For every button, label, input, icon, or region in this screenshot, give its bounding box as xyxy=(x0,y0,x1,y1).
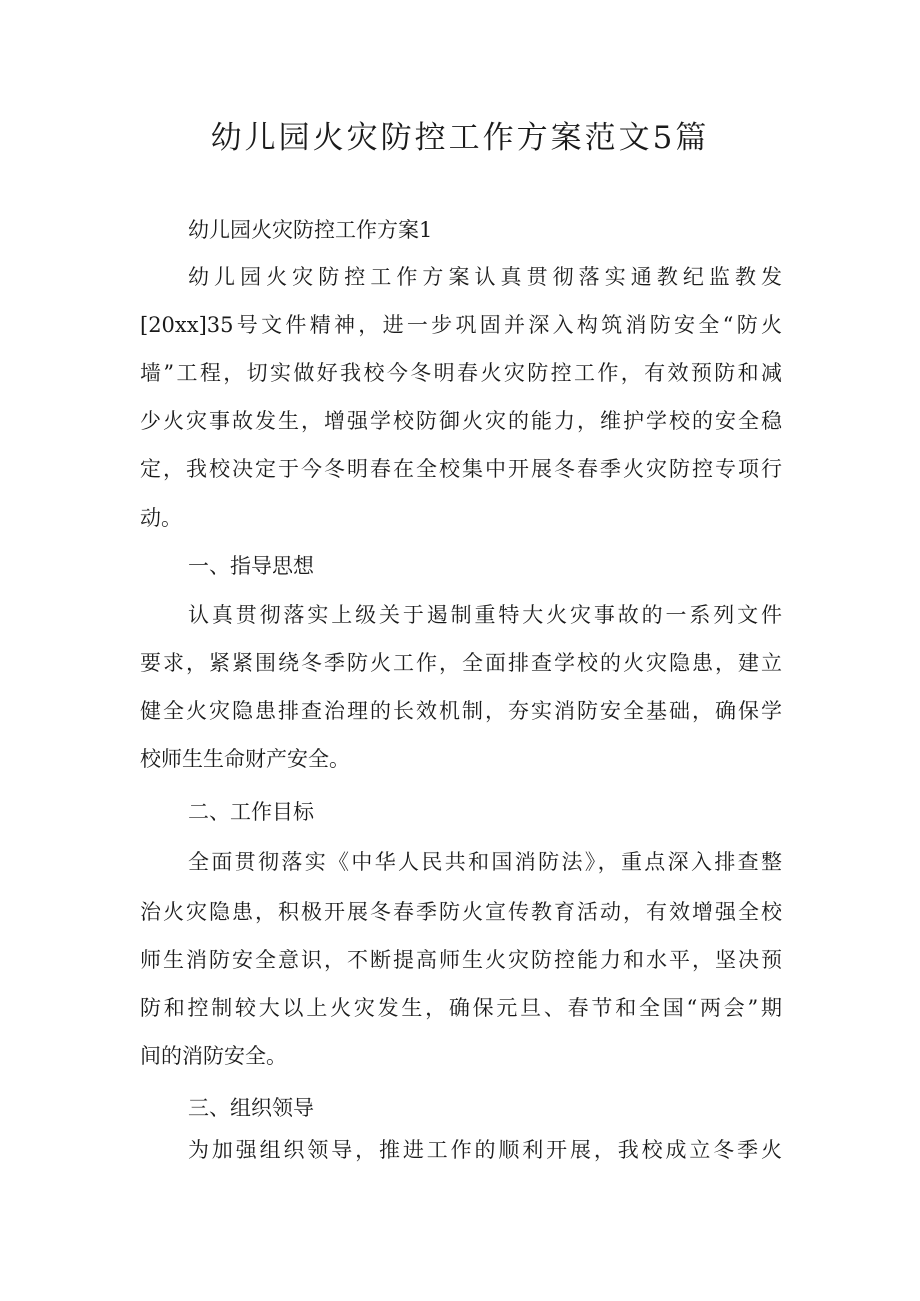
paragraph-line: 为加强组织领导，推进工作的顺利开展，我校成立冬季火 xyxy=(188,1138,782,1162)
paragraph-line: 防和控制较大以上火灾发生，确保元旦、春节和全国“两会”期 xyxy=(140,996,782,1020)
section-heading: 二、工作目标 xyxy=(188,800,314,824)
document-title: 幼儿园火灾防控工作方案范文5篇 xyxy=(210,120,710,156)
paragraph-line: [20xx]35号文件精神，进一步巩固并深入构筑消防安全“防火 xyxy=(140,313,782,337)
paragraph-line: 动。 xyxy=(140,506,182,530)
paragraph-line: 师生消防安全意识，不断提高师生火灾防控能力和水平，坚决预 xyxy=(140,948,782,972)
paragraph-line: 墙”工程，切实做好我校今冬明春火灾防控工作，有效预防和减 xyxy=(140,361,782,385)
paragraph-line: 校师生生命财产安全。 xyxy=(140,747,350,771)
paragraph-line: 全面贯彻落实《中华人民共和国消防法》，重点深入排查整 xyxy=(188,850,782,874)
section-heading: 一、指导思想 xyxy=(188,554,314,578)
paragraph-line: 要求，紧紧围绕冬季防火工作，全面排查学校的火灾隐患，建立 xyxy=(140,651,782,675)
paragraph-line: 间的消防安全。 xyxy=(140,1044,287,1068)
paragraph-line: 定，我校决定于今冬明春在全校集中开展冬春季火灾防控专项行 xyxy=(140,457,782,481)
paragraph-line: 治火灾隐患，积极开展冬春季防火宣传教育活动，有效增强全校 xyxy=(140,900,782,924)
section-heading: 三、组织领导 xyxy=(188,1096,314,1120)
paragraph-line: 健全火灾隐患排查治理的长效机制，夯实消防安全基础，确保学 xyxy=(140,699,782,723)
paragraph-line: 幼儿园火灾防控工作方案认真贯彻落实通教纪监教发 xyxy=(188,265,782,289)
paragraph-line: 少火灾事故发生，增强学校防御火灾的能力，维护学校的安全稳 xyxy=(140,409,782,433)
paragraph-line: 认真贯彻落实上级关于遏制重特大火灾事故的一系列文件 xyxy=(188,603,782,627)
section-subtitle: 幼儿园火灾防控工作方案1 xyxy=(188,218,433,242)
